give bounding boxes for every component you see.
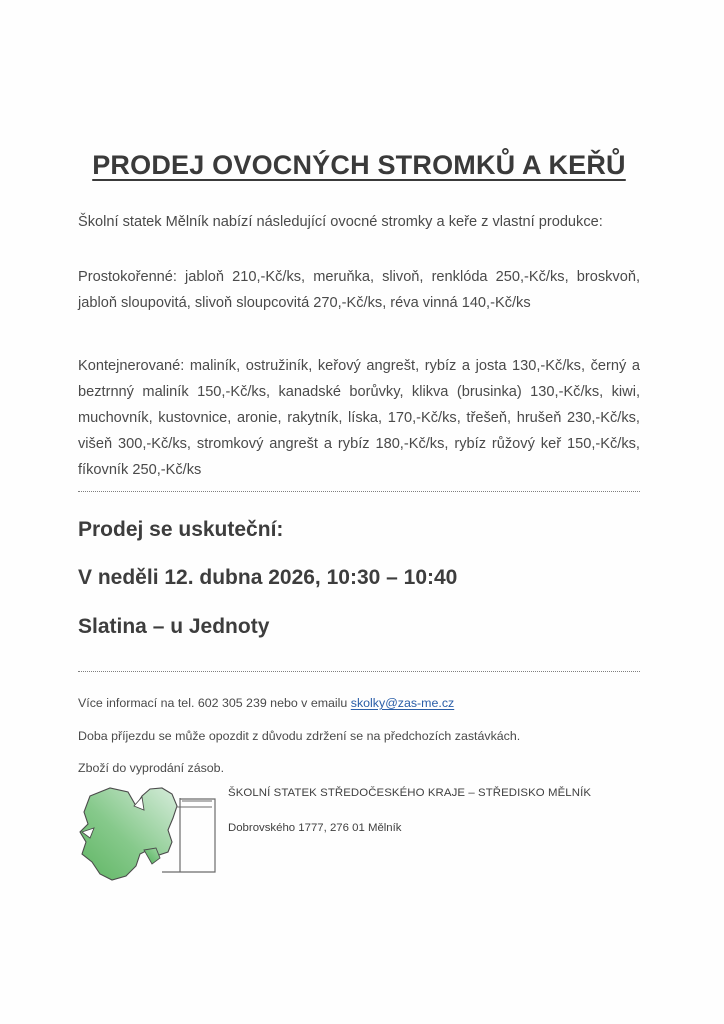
- sale-label: Prodej se uskuteční:: [78, 518, 284, 541]
- sale-date: V neděli 12. dubna 2026, 10:30 – 10:40: [78, 566, 458, 589]
- region-shape: [80, 788, 177, 880]
- stock-note: Zboží do vyprodání zásob.: [78, 761, 225, 775]
- delay-note: Doba příjezdu se může opozdit z důvodu zdržení se na předchozích zastávkách.: [78, 729, 521, 743]
- organization-address: Dobrovského 1777, 276 01 Mělník: [228, 822, 402, 834]
- email-link[interactable]: skolky@zas-me.cz: [350, 696, 455, 710]
- bare-root-paragraph: Prostokořenné: jabloň 210,-Kč/ks, meruňka, slivoň, renklóda 250,-Kč/ks, broskvoň, jabloň sloupovitá, slivoň sloupcovitá 270,-Kč/ks, réva vinná 140,-Kč/ks: [78, 269, 640, 311]
- intro-paragraph: Školní statek Mělník nabízí následující ovocné stromky a keře z vlastní produkce:: [78, 214, 603, 230]
- page-title: PRODEJ OVOCNÝCH STROMKŮ A KEŘŮ: [92, 150, 626, 180]
- footer-logo-area: [76, 784, 656, 894]
- contact-note: [78, 694, 640, 712]
- containerized-paragraph: Kontejnerované: maliník, ostružiník, keřový angrešt, rybíz a josta 130,-Kč/ks, černý a beztrnný maliník 150,-Kč/ks, kanadské borůvky, klikva (brusinka) 130,-Kč/ks, kiwi, muchovník, kustovnice, aronie, rakytník, líska, 170,-Kč/ks, třešeň, hrušeň 230,-Kč/ks, višeň 300,-Kč/ks, stromkový angrešt a rybíz 180,-Kč/ks, rybíz růžový keř 150,-Kč/ks, fíkovník 250,-Kč/ks: [78, 358, 640, 478]
- sale-place: Slatina – u Jednoty: [78, 615, 270, 638]
- organization-logo: [76, 784, 226, 889]
- organization-name: ŠKOLNÍ STATEK STŘEDOČESKÉHO KRAJE – STŘEDISKO MĚLNÍK: [228, 787, 592, 799]
- region-map-icon: [76, 784, 226, 889]
- contact-note-text: Více informací na tel. 602 305 239 nebo v emailu: [78, 696, 351, 710]
- divider-bottom: [78, 671, 640, 673]
- divider-top: [78, 491, 640, 493]
